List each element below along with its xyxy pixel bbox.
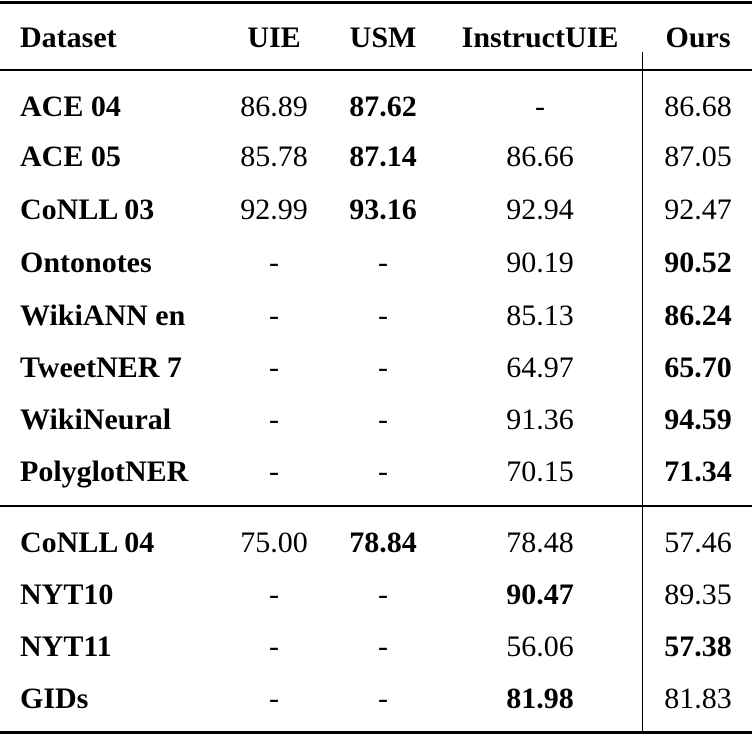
table-row [0, 296, 755, 336]
cell-ours: 81.83 [664, 682, 732, 715]
cell-uie: - [269, 299, 279, 332]
cell-instructuie: 81.98 [506, 682, 574, 715]
cell-instructuie: 85.13 [506, 299, 574, 332]
cell-dataset: CoNLL 03 [20, 193, 155, 226]
cell-instructuie: - [535, 90, 545, 123]
cell-uie: - [269, 403, 279, 436]
cell-usm: 78.84 [349, 526, 417, 559]
cell-uie: 75.00 [240, 526, 308, 559]
cell-uie: - [269, 682, 279, 715]
cell-ours: 57.46 [664, 526, 732, 559]
cell-ours: 89.35 [664, 578, 732, 611]
cell-uie: 86.89 [240, 90, 308, 123]
table-row [0, 452, 755, 492]
cell-dataset: NYT10 [20, 578, 114, 611]
cell-instructuie: 56.06 [506, 630, 574, 663]
table-row [0, 627, 755, 667]
cell-dataset: WikiANN en [20, 299, 186, 332]
cell-instructuie: 70.15 [506, 455, 574, 488]
section-divider-rule [0, 505, 752, 507]
cell-dataset: PolyglotNER [20, 455, 189, 488]
cell-dataset: ACE 05 [20, 140, 121, 173]
cell-instructuie: 64.97 [506, 351, 574, 384]
cell-dataset: GIDs [20, 682, 89, 715]
top-rule [0, 1, 752, 4]
cell-dataset: Ontonotes [20, 246, 152, 279]
cell-uie: 85.78 [240, 140, 308, 173]
cell-usm: - [378, 455, 388, 488]
cell-ours: 57.38 [664, 630, 732, 663]
cell-dataset: WikiNeural [20, 403, 172, 436]
cell-uie: - [269, 246, 279, 279]
cell-usm: - [378, 403, 388, 436]
cell-uie: - [269, 455, 279, 488]
cell-ours: 90.52 [664, 246, 732, 279]
cell-instructuie: 90.47 [506, 578, 574, 611]
cell-instructuie: 78.48 [506, 526, 574, 559]
table-row [0, 137, 755, 177]
header-usm: USM [349, 21, 417, 54]
header-ours: Ours [665, 21, 731, 54]
table-row [0, 348, 755, 388]
cell-dataset: TweetNER 7 [20, 351, 182, 384]
cell-dataset: ACE 04 [20, 90, 121, 123]
cell-instructuie: 92.94 [506, 193, 574, 226]
cell-instructuie: 91.36 [506, 403, 574, 436]
cell-ours: 92.47 [664, 193, 732, 226]
table-row [0, 575, 755, 615]
header-dataset: Dataset [20, 21, 117, 54]
cell-usm: 87.62 [349, 90, 417, 123]
cell-ours: 65.70 [664, 351, 732, 384]
table-row [0, 190, 755, 230]
cell-uie: - [269, 351, 279, 384]
header-row [0, 18, 755, 58]
cell-usm: - [378, 299, 388, 332]
cell-usm: - [378, 578, 388, 611]
cell-dataset: CoNLL 04 [20, 526, 155, 559]
cell-usm: 93.16 [349, 193, 417, 226]
cell-uie: - [269, 578, 279, 611]
cell-uie: 92.99 [240, 193, 308, 226]
cell-uie: - [269, 630, 279, 663]
cell-usm: - [378, 351, 388, 384]
cell-usm: 87.14 [349, 140, 417, 173]
cell-ours: 87.05 [664, 140, 732, 173]
header-instructuie: InstructUIE [461, 21, 619, 54]
table-row [0, 87, 755, 127]
cell-ours: 86.68 [664, 90, 732, 123]
table-row [0, 523, 755, 563]
cell-usm: - [378, 246, 388, 279]
table-row [0, 243, 755, 283]
table-row [0, 400, 755, 440]
cell-ours: 71.34 [664, 455, 732, 488]
bottom-rule [0, 731, 752, 734]
cell-usm: - [378, 630, 388, 663]
cell-ours: 86.24 [664, 299, 732, 332]
header-rule [0, 69, 752, 71]
table-row [0, 679, 755, 719]
cell-instructuie: 86.66 [506, 140, 574, 173]
header-uie: UIE [247, 21, 301, 54]
cell-usm: - [378, 682, 388, 715]
cell-dataset: NYT11 [20, 630, 112, 663]
cell-instructuie: 90.19 [506, 246, 574, 279]
cell-ours: 94.59 [664, 403, 732, 436]
